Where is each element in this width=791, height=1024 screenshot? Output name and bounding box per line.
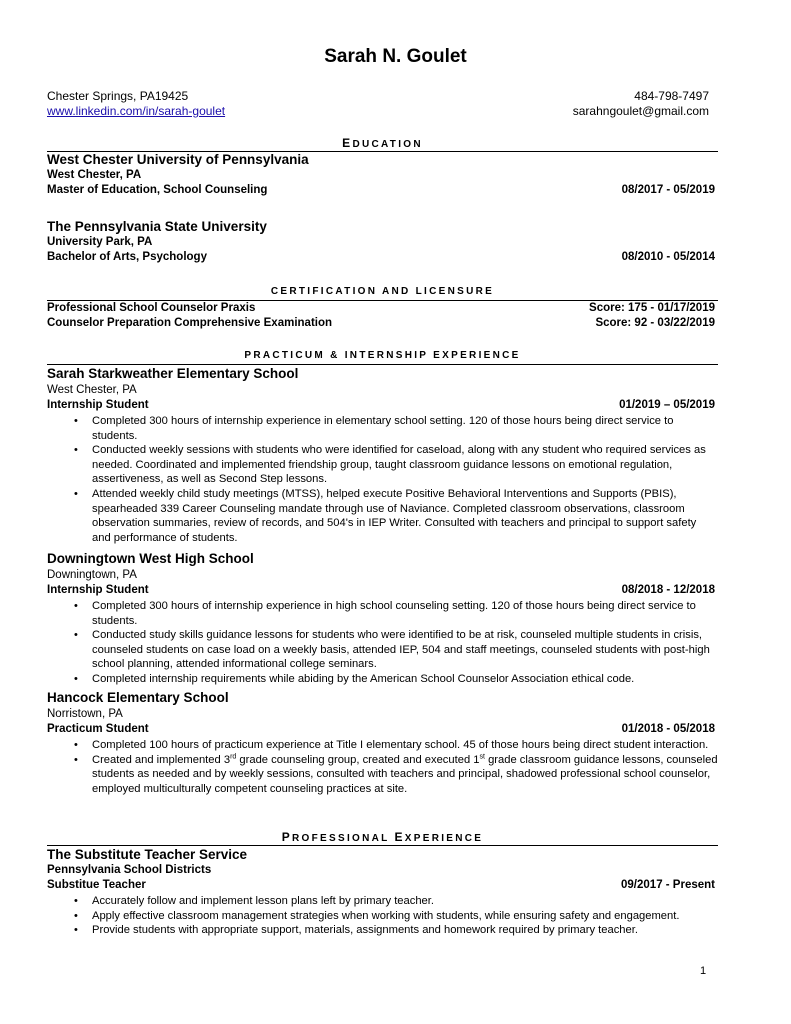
school-location: West Chester, PA xyxy=(47,169,142,181)
section-divider xyxy=(47,845,718,846)
bullet-item: • Apply effective classroom management strategies when working with students, while ensuring safety and engagement. xyxy=(68,909,718,924)
bullet-item: • Completed 100 hours of practicum experience at Title I elementary school. 45 of those hours being direct student interaction. xyxy=(68,738,718,753)
page-number: 1 xyxy=(700,965,707,977)
role-line xyxy=(47,584,715,596)
certification-line xyxy=(47,317,715,329)
section-divider xyxy=(47,300,718,301)
role-title: Practicum Student xyxy=(47,723,149,735)
certification-score: Score: 92 - 03/22/2019 xyxy=(595,317,715,329)
role-title: Substitue Teacher xyxy=(47,879,146,891)
employer-name: The Substitute Teacher Service xyxy=(47,847,248,862)
bullet-list xyxy=(68,599,718,687)
role-line xyxy=(47,879,715,891)
employer-location: Norristown, PA xyxy=(47,708,123,720)
certification-heading: CERTIFICATION AND LICENSURE xyxy=(270,286,495,297)
email-address: sarahngoulet@gmail.com xyxy=(572,104,709,118)
employer-name: Hancock Elementary School xyxy=(47,690,229,705)
role-title: Internship Student xyxy=(47,584,149,596)
bullet-item: • Completed 300 hours of internship experience in elementary school setting. 120 of those hours being direct service to students. xyxy=(68,414,718,443)
role-dates: 09/2017 - Present xyxy=(621,879,715,891)
degree-dates: 08/2010 - 05/2014 xyxy=(621,251,715,263)
role-dates: 08/2018 - 12/2018 xyxy=(621,584,715,596)
section-divider xyxy=(47,364,718,365)
degree-line xyxy=(47,184,715,196)
role-line xyxy=(47,399,715,411)
degree: Bachelor of Arts, Psychology xyxy=(47,251,207,263)
bullet-item: • Created and implemented 3rd grade counseling group, created and executed 1st grade classroom guidance lessons, counseled students as needed and by weekly sessions, consulted with teachers and principal, shadowed professional school counselor, employed multiculturally competent counseling practices at site. xyxy=(68,753,718,797)
employer-name: Sarah Starkweather Elementary School xyxy=(47,366,299,381)
certification-name: Counselor Preparation Comprehensive Examination xyxy=(47,317,333,329)
bullet-item: • Provide students with appropriate support, materials, assignments and homework required by primary teacher. xyxy=(68,923,718,938)
employer-location: Pennsylvania School Districts xyxy=(47,864,212,876)
degree: Master of Education, School Counseling xyxy=(47,184,268,196)
school-location: University Park, PA xyxy=(47,236,153,248)
role-dates: 01/2018 - 05/2018 xyxy=(621,723,715,735)
certification-score: Score: 175 - 01/17/2019 xyxy=(589,302,715,314)
bullet-list xyxy=(68,894,718,938)
address: Chester Springs, PA19425 xyxy=(47,89,189,103)
certification-line xyxy=(47,302,715,314)
certification-name: Professional School Counselor Praxis xyxy=(47,302,256,314)
professional-experience-heading: PROFESSIONAL EXPERIENCE xyxy=(281,830,484,844)
bullet-item: • Attended weekly child study meetings (MTSS), helped execute Positive Behavioral Interventions and Supports (PBIS), spearheaded 339 Career Counseling mandate through use of Naviance. Completed classroom observations, classroom observation summaries, review of records, and 504's in IEP Writer. Consulted with teachers and principal to support safety and performance of students. xyxy=(68,487,718,545)
employer-name: Downingtown West High School xyxy=(47,551,254,566)
school-name: The Pennsylvania State University xyxy=(47,219,267,234)
degree-dates: 08/2017 - 05/2019 xyxy=(621,184,715,196)
employer-location: Downingtown, PA xyxy=(47,569,137,581)
bullet-item: • Accurately follow and implement lesson plans left by primary teacher. xyxy=(68,894,718,909)
role-line xyxy=(47,723,715,735)
bullet-item: • Conducted study skills guidance lessons for students who were identified to be at risk, counseled multiple students in crisis, counseled students on case load on a weekly basis, attended IEP, 504 and staff meetings, counseled students with post-high school planning, attended informational college seminars. xyxy=(68,628,718,672)
role-title: Internship Student xyxy=(47,399,149,411)
education-heading: EDUCATION xyxy=(342,136,423,150)
role-dates: 01/2019 – 05/2019 xyxy=(619,399,715,411)
employer-location: West Chester, PA xyxy=(47,384,137,396)
degree-line xyxy=(47,251,715,263)
phone-number: 484-798-7497 xyxy=(634,89,709,103)
school-name: West Chester University of Pennsylvania xyxy=(47,152,309,167)
bullet-item: • Completed 300 hours of internship experience in high school counseling setting. 120 of those hours being direct service to students. xyxy=(68,599,718,628)
bullet-item: • Conducted weekly sessions with students who were identified for caseload, along with any student who required services as needed. Coordinated and implemented friendship group, taught classroom guidance lessons on emotional regulation, assertiveness, as well as Second Step lessons. xyxy=(68,443,718,487)
bullet-item: • Completed internship requirements while abiding by the American School Counselor Association ethical code. xyxy=(68,672,718,687)
bullet-list xyxy=(68,738,718,796)
bullet-list xyxy=(68,414,718,545)
linkedin-link[interactable]: www.linkedin.com/in/sarah-goulet xyxy=(47,104,226,118)
practicum-heading: PRACTICUM & INTERNSHIP EXPERIENCE xyxy=(244,350,521,361)
resume-name: Sarah N. Goulet xyxy=(324,46,467,67)
